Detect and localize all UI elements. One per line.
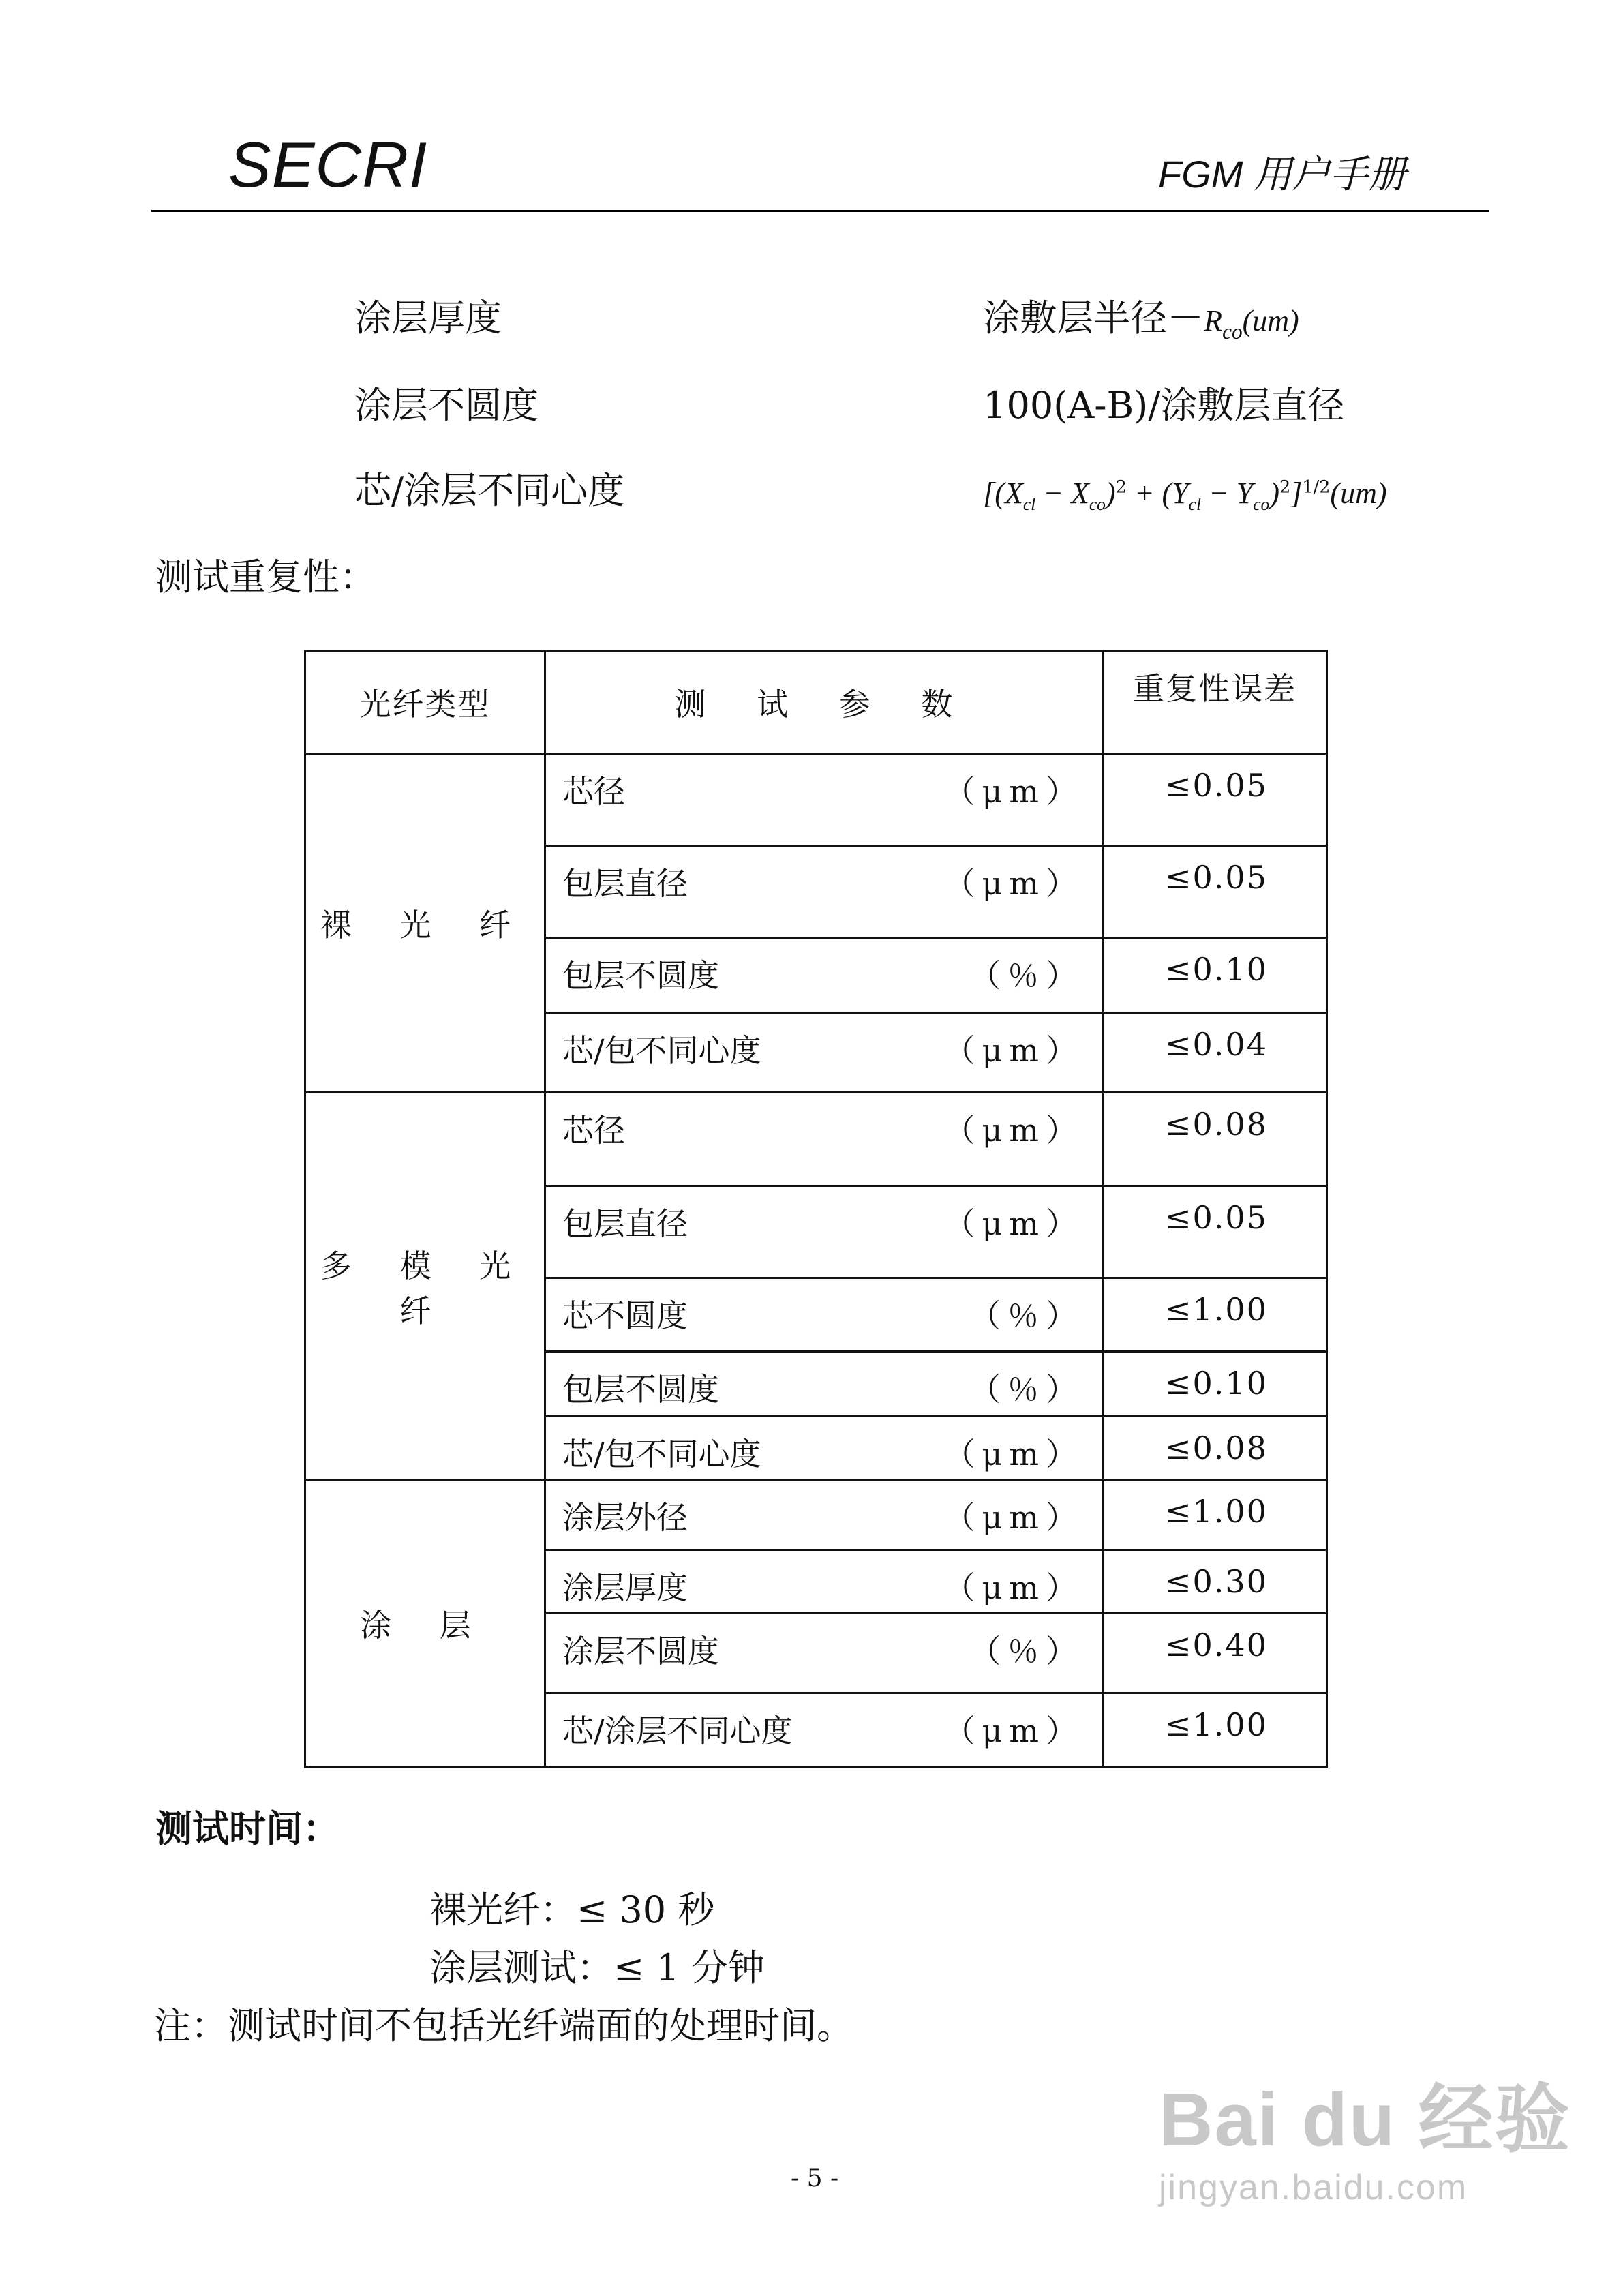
error-value: ≤0.08 xyxy=(1165,1106,1268,1143)
repeatability-table xyxy=(304,650,1328,1768)
table-header-row xyxy=(305,651,1327,754)
param-unit: （μm） xyxy=(943,1499,1084,1536)
param-name: 涂层不圆度 xyxy=(562,1633,719,1670)
header-divider xyxy=(151,210,1489,212)
param-unit: （μm） xyxy=(943,1205,1084,1242)
watermark-logo xyxy=(1159,2078,1571,2208)
param-unit: （％） xyxy=(969,957,1084,994)
param-name: 涂层厚度 xyxy=(562,1569,688,1606)
definition-row-coating-thickness xyxy=(354,297,1299,344)
param-unit: （％） xyxy=(969,1371,1084,1408)
param-unit: （％） xyxy=(969,1633,1084,1670)
repeatability-heading: 测试重复性： xyxy=(155,556,376,599)
param-name: 包层不圆度 xyxy=(562,1371,719,1408)
param-unit: （μm） xyxy=(943,1436,1084,1472)
fiber-type-coating: 涂 层 xyxy=(305,1480,545,1767)
param-name: 芯/包不同心度 xyxy=(562,1436,761,1472)
error-value: ≤0.05 xyxy=(1165,859,1268,896)
error-value: ≤1.00 xyxy=(1165,1706,1268,1743)
watermark-main-text: Bai du 经验 xyxy=(1159,2078,1571,2162)
param-name: 芯不圆度 xyxy=(562,1297,688,1334)
param-name: 包层直径 xyxy=(562,865,688,902)
column-header-repeatability-error: 重复性误差 xyxy=(1103,651,1327,754)
error-value: ≤0.10 xyxy=(1165,951,1268,988)
column-header-test-parameter: 测 试 参 数 xyxy=(545,651,1103,754)
fiber-type-bare-fiber: 裸 光 纤 xyxy=(305,754,545,1093)
error-value: ≤0.08 xyxy=(1165,1430,1268,1466)
param-unit: （％） xyxy=(969,1297,1084,1334)
definition-label: 芯/涂层不同心度 xyxy=(354,469,625,512)
error-value: ≤1.00 xyxy=(1165,1291,1268,1328)
test-time-coating: 涂层测试：≤ 1 分钟 xyxy=(429,1946,765,1989)
definition-row-core-coating-concentricity xyxy=(354,469,1387,514)
document-title: FGM 用户手册 xyxy=(1158,153,1406,196)
param-unit: （μm） xyxy=(943,1032,1084,1069)
page-number: - 5 - xyxy=(791,2164,839,2192)
param-name: 芯/包不同心度 xyxy=(562,1032,761,1069)
param-unit: （μm） xyxy=(943,1112,1084,1149)
error-value: ≤0.05 xyxy=(1165,1199,1268,1236)
formula-unit: (um) xyxy=(1242,304,1299,337)
fiber-type-multimode-fiber: 多 模 光 纤 xyxy=(305,1093,545,1480)
test-time-bare-fiber: 裸光纤：≤ 30 秒 xyxy=(429,1888,715,1931)
error-value: ≤0.40 xyxy=(1165,1627,1268,1663)
definition-formula xyxy=(983,297,1299,344)
definition-label: 涂层厚度 xyxy=(354,297,502,339)
error-value: ≤0.10 xyxy=(1165,1365,1268,1402)
formula-symbol: R xyxy=(1204,304,1223,337)
concentricity-formula: $[(X_{cl} - X_{co})^2 + (Y_{cl} - Y_{co})^2]^{1/2}(um)$ xyxy=(983,477,1387,514)
test-time-note: 注：测试时间不包括光纤端面的处理时间。 xyxy=(154,2004,853,2047)
test-time-heading: 测试时间： xyxy=(155,1807,339,1850)
param-name: 包层不圆度 xyxy=(562,957,719,994)
error-value: ≤0.04 xyxy=(1165,1026,1268,1063)
brand-logo-text: SECRI xyxy=(228,129,428,200)
column-header-fiber-type: 光纤类型 xyxy=(305,651,545,754)
table-row xyxy=(305,1093,1327,1186)
definition-label: 涂层不圆度 xyxy=(354,384,539,427)
param-name: 芯径 xyxy=(562,773,625,810)
param-unit: （μm） xyxy=(943,1712,1084,1749)
error-value: ≤0.05 xyxy=(1165,767,1268,804)
definition-row-coating-ovality xyxy=(354,384,1345,427)
param-name: 芯/涂层不同心度 xyxy=(562,1712,793,1749)
param-name: 涂层外径 xyxy=(562,1499,688,1536)
definition-formula: 100(A-B)/涂敷层直径 xyxy=(983,384,1345,427)
param-unit: （μm） xyxy=(943,773,1084,810)
watermark-url: jingyan.baidu.com xyxy=(1159,2168,1468,2207)
formula-subscript: co xyxy=(1222,319,1243,344)
error-value: ≤1.00 xyxy=(1165,1493,1268,1530)
error-value: ≤0.30 xyxy=(1165,1563,1268,1600)
table-row xyxy=(305,754,1327,846)
formula-text: 涂敷层半径－ xyxy=(983,297,1204,339)
param-name: 包层直径 xyxy=(562,1205,688,1242)
param-unit: （μm） xyxy=(943,1569,1084,1606)
param-unit: （μm） xyxy=(943,865,1084,902)
table-row xyxy=(305,1480,1327,1550)
param-name: 芯径 xyxy=(562,1112,625,1149)
